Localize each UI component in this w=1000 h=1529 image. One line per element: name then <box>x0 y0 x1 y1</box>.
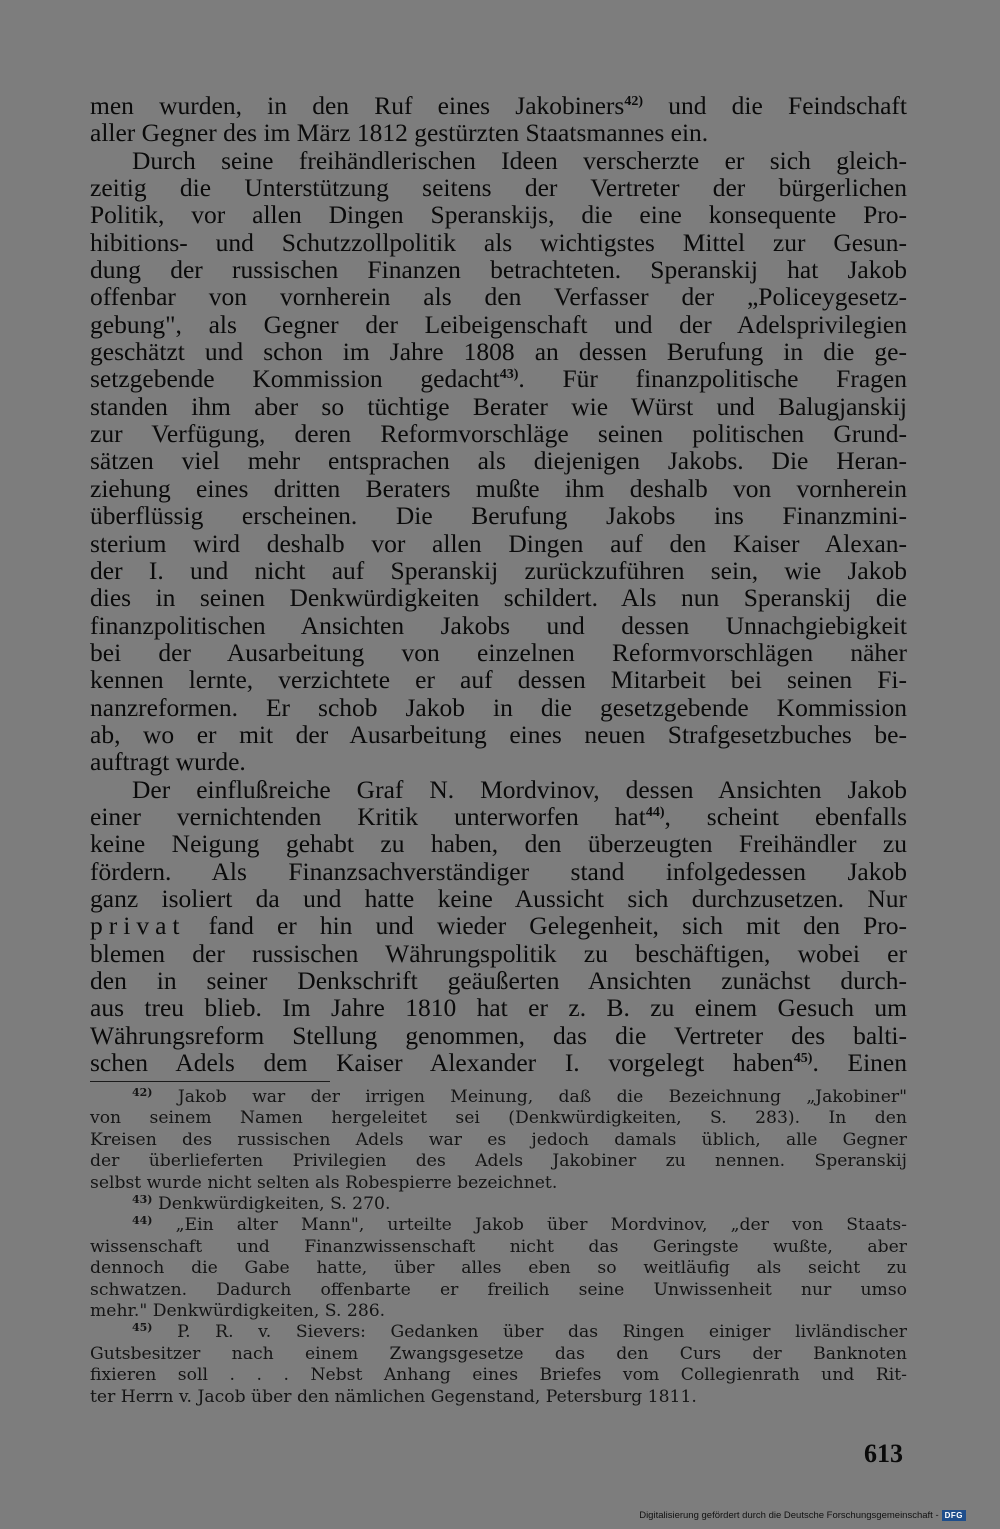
text-line: auftragt wurde. <box>90 747 246 777</box>
footnote-line: $^{42)}$ Jakob war der irrigen Meinung, daß die Bezeichnung „Jakobiner" <box>132 1086 907 1107</box>
footnote-line: $^{44)}$ „Ein alter Mann", urteilte Jakob über Mordvinov, „der von Staats- <box>132 1214 907 1236</box>
footnote-line: dennoch die Gabe hatte, über alles eben so weitläufig als seicht zu <box>90 1258 907 1279</box>
text-line: offenbar von vornherein als den Verfasser der „Policeygesetz- <box>90 282 907 312</box>
footnote-line: wissenschaft und Finanzwissenschaft nicht das Geringste wußte, aber <box>90 1236 907 1257</box>
text-line: sterium wird deshalb vor allen Dingen auf den Kaiser Alexan- <box>90 528 907 558</box>
text-line: hibitions- und Schutzzollpolitik als wichtigstes Mittel zur Gesun- <box>90 227 907 257</box>
text-line: standen ihm aber so tüchtige Berater wie Würst und Balugjanskij <box>90 391 907 421</box>
footnotes <box>90 1087 907 1408</box>
text-line: bei der Ausarbeitung von einzelnen Reformvorschlägen näher <box>90 637 907 667</box>
footnote-ref-45: 45) <box>793 1051 813 1067</box>
page-body <box>90 92 907 1076</box>
text-line: blemen der russischen Währungspolitik zu beschäftigen, wobei er <box>90 938 907 968</box>
footnote-separator <box>90 1081 330 1082</box>
text-line: schen Adels dem Kaiser Alexander I. vorgelegt haben$^{45)}$. Einen <box>90 1048 907 1078</box>
footnote-line: $^{43)}$ Denkwürdigkeiten, S. 270. <box>132 1193 391 1215</box>
footnote-ref-42: 42) <box>624 94 644 109</box>
text-line: aller Gegner des im März 1812 gestürzten Staatsmannes ein. <box>90 118 709 148</box>
text-line: kennen lernte, verzichtete er auf dessen Mitarbeit bei seinen Fi- <box>90 665 907 695</box>
footnote-line: ter Herrn v. Jacob über den nämlichen Gegenstand, Petersburg 1811. <box>90 1386 697 1407</box>
credit-text: Digitalisierung gefördert durch die Deutsche Forschungsgemeinschaft - <box>639 1510 939 1521</box>
text-line: nanzreformen. Er schob Jakob in die gesetzgebende Kommission <box>90 692 907 722</box>
text-line: finanzpolitischen Ansichten Jakobs und dessen Unnachgiebigkeit <box>90 610 907 640</box>
footnote-line: schwatzen. Dadurch offenbarte er freilich seine Unwissenheit nur umso <box>90 1279 907 1300</box>
footnote-line: selbst wurde nicht selten als Robespierre bezeichnet. <box>90 1172 558 1193</box>
text-line: dung der russischen Finanzen betrachteten. Speranskij hat Jakob <box>90 255 907 285</box>
page-number: 613 <box>864 1439 903 1468</box>
text-line: Währungsreform Stellung genommen, das die Vertreter des balti- <box>90 1020 907 1050</box>
text-line: Durch seine freihändlerischen Ideen verscherzte er sich gleich- <box>132 145 907 175</box>
main-text <box>90 92 907 1076</box>
footnote-line: Kreisen des russischen Adels war es jedoch damals üblich, alle Gegner <box>90 1129 907 1150</box>
digitization-credit <box>639 1510 966 1521</box>
footnote-line: $^{45)}$ P. R. v. Sievers: Gedanken über das Ringen einiger livländischer <box>132 1321 907 1343</box>
footnote-line: Gutsbesitzer nach einem Zwangsgesetze das den Curs der Banknoten <box>90 1343 907 1364</box>
text-line: ab, wo er mit der Ausarbeitung eines neuen Strafgesetzbuches be- <box>90 719 907 749</box>
footnote-number: 43) <box>132 1193 153 1207</box>
text-line: privat fand er hin und wieder Gelegenheit, sich mit den Pro- <box>90 911 907 941</box>
text-line: Der einflußreiche Graf N. Mordvinov, dessen Ansichten Jakob <box>132 774 907 804</box>
text-line: gebung", als Gegner der Leibeigenschaft und der Adelsprivilegien <box>90 309 907 339</box>
footnote-number: 44) <box>132 1214 153 1228</box>
footnote-ref-44: 44) <box>645 804 665 820</box>
text-line: überflüssig erscheinen. Die Berufung Jakobs ins Finanzmini- <box>90 501 907 531</box>
text-line: sätzen viel mehr entsprachen als diejenigen Jakobs. Die Heran- <box>90 446 907 476</box>
footnote-line: mehr." Denkwürdigkeiten, S. 286. <box>90 1301 386 1322</box>
text-line: setzgebende Kommission gedacht$^{43)}$. Für finanzpolitische Fragen <box>90 364 907 394</box>
text-line: men wurden, in den Ruf eines Jakobiners$^{42)}$ und die Feindschaft <box>90 91 907 120</box>
text-line: einer vernichtenden Kritik unterworfen hat$^{44)}$, scheint ebenfalls <box>90 801 907 831</box>
text-line: zeitig die Unterstützung seitens der Vertreter der bürgerlichen <box>90 173 907 203</box>
text-line: der I. und nicht auf Speranskij zurückzuführen sein, wie Jakob <box>90 555 907 585</box>
footnote-ref-43: 43) <box>499 367 519 383</box>
text-line: keine Neigung gehabt zu haben, den überzeugten Freihändler zu <box>90 829 907 859</box>
text-line: dies in seinen Denkwürdigkeiten schildert. Als nun Speranskij die <box>90 583 907 613</box>
text-line: geschätzt und schon im Jahre 1808 an dessen Berufung in die ge- <box>90 337 907 367</box>
text-line: ganz isoliert da und hatte keine Aussicht sich durchzusetzen. Nur <box>90 883 907 913</box>
dfg-logo-icon: DFG <box>942 1510 966 1521</box>
text-line: Politik, vor allen Dingen Speranskijs, die eine konsequente Pro- <box>90 200 907 230</box>
footnote-line: fixieren soll . . . Nebst Anhang eines Briefes vom Collegienrath und Rit- <box>90 1365 907 1386</box>
footnote-number: 42) <box>132 1086 153 1099</box>
text-line: den in seiner Denkschrift geäußerten Ansichten zunächst durch- <box>90 966 907 995</box>
text-line: fördern. Als Finanzsachverständiger stand infolgedessen Jakob <box>90 856 907 886</box>
text-line: aus treu blieb. Im Jahre 1810 hat er z. B. zu einem Gesuch um <box>90 993 907 1023</box>
text-line: zur Verfügung, deren Reformvorschläge seinen politischen Grund- <box>90 419 907 449</box>
footnote-line: der überlieferten Privilegien des Adels Jakobiner zu nennen. Speranskij <box>90 1151 907 1172</box>
text-line: ziehung eines dritten Beraters mußte ihm deshalb von vornherein <box>90 473 907 503</box>
footnote-number: 45) <box>132 1321 153 1335</box>
footnote-line: von seinem Namen hergeleitet sei (Denkwürdigkeiten, S. 283). In den <box>90 1108 907 1129</box>
spaced-emphasis: privat <box>90 911 186 941</box>
